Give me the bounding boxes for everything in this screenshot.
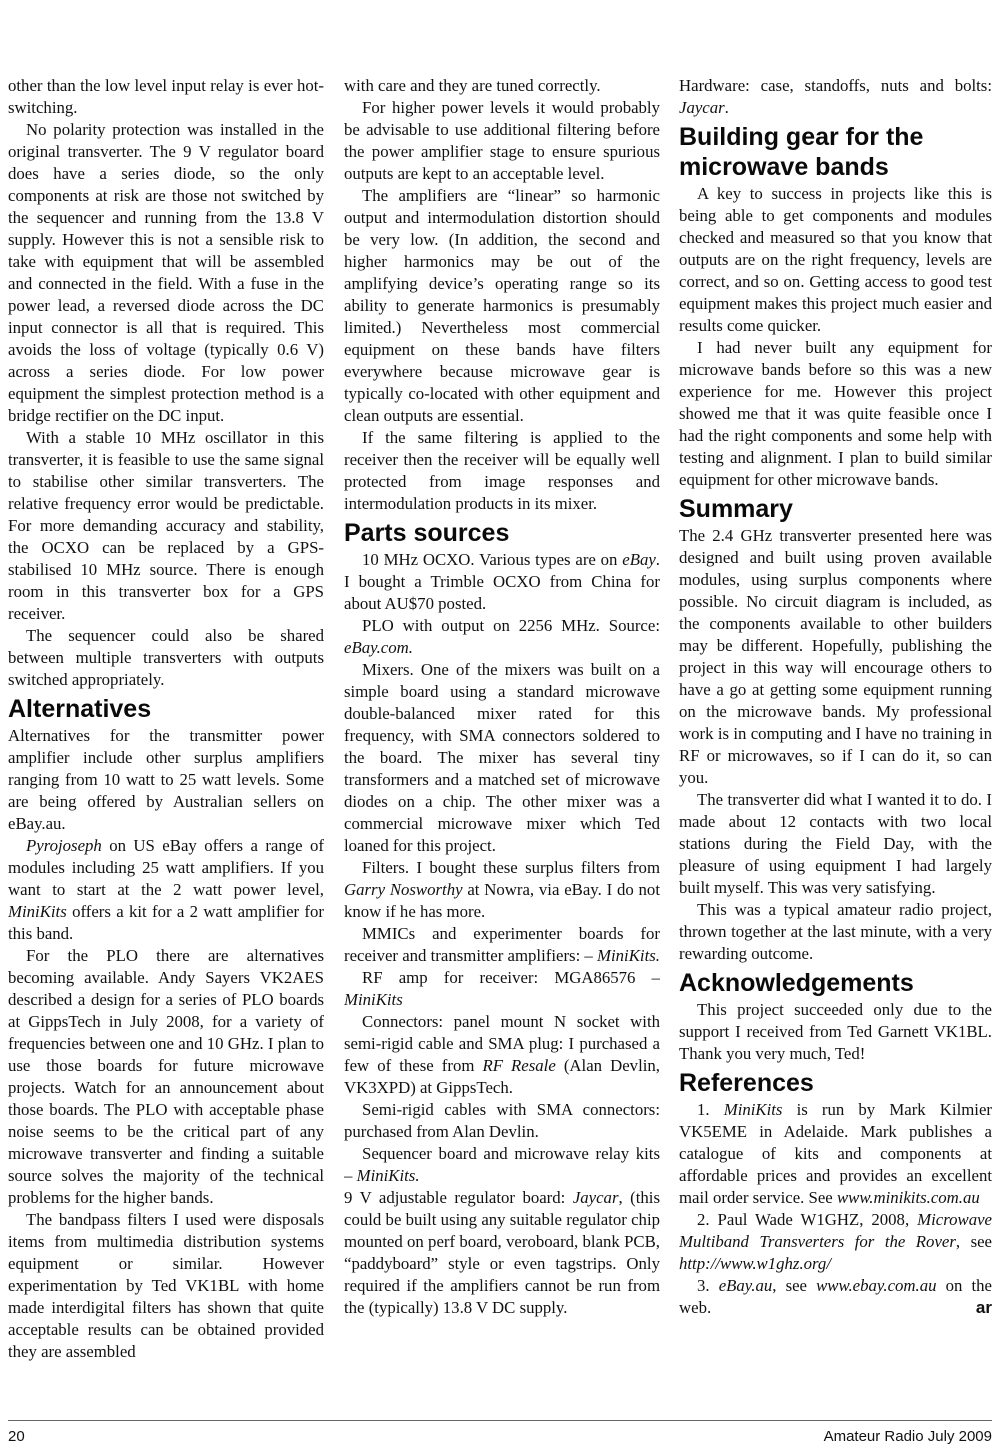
paragraph — [679, 999, 992, 1065]
text-run: with care and they are tuned correctly. — [344, 76, 601, 95]
text-run: The amplifiers are “linear” so harmonic output and intermodulation distortion should be very low. (In addition, the second and higher harmonics may be out of the amplifying device’s operating range so its ability to generate harmonics is presumably limited.) Nevertheless most commercial equipment on these bands have filters everywhere because microwave gear is typically co-located with other equipment and clean outputs are essential. — [344, 186, 660, 425]
text-run: The 2.4 GHz transverter presented here was designed and built using proven available modules, using surplus components where possible. No circuit diagram is included, as the components available to other builders may be different. Hopefully, publishing the project in this way will encourage others to have a go at getting some equipment running on the microwave bands. My professional work is in computing and I have no training in RF or microwaves, so if I can do it, so can you. — [679, 526, 992, 787]
paragraph — [679, 789, 992, 899]
text-run: If the same filtering is applied to the receiver then the receiver will be equally well protected from image responses and intermodulation products in its mixer. — [344, 428, 660, 513]
paragraph — [8, 119, 324, 427]
paragraph — [679, 183, 992, 337]
italic-text: MiniKits — [344, 990, 403, 1009]
paragraph — [344, 1011, 660, 1099]
text-run: The bandpass filters I used were disposals items from multimedia distribution systems equipment or similar. However experimentation by Ted VK1BL with home made interdigital filters has shown that quite acceptable results can be obtained provided they are assembled — [8, 1210, 324, 1361]
column-2 — [344, 75, 660, 1416]
text-run: , see — [955, 1232, 992, 1251]
section-heading: Parts sources — [344, 519, 510, 547]
section-heading: Acknowledgements — [679, 969, 914, 997]
paragraph — [344, 75, 660, 97]
italic-text: http://www.w1ghz.org/ — [679, 1254, 831, 1273]
text-run: PLO with output on 2256 MHz. Source: — [362, 616, 660, 635]
italic-text: Microwave Multiband Transverters for the Rover — [679, 1210, 992, 1251]
italic-text: eBay.com. — [344, 638, 413, 657]
text-run: This was a typical amateur radio project, thrown together at the last minute, with a very rewarding outcome. — [679, 900, 992, 963]
italic-text: eBay — [622, 550, 656, 569]
text-run: No polarity protection was installed in the original transverter. The 9 V regulator board does have a series diode, so the only components at risk are those not switched by the sequencer and running from the 13.8 V supply. However this is not a sensible risk to take with equipment that will be assembled and connected in the field. With a fuse in the power lead, a reversed diode across the DC input connector is all that is required. This avoids the loss of voltage (typically 0.6 V) across a series diode. For low power equipment the simplest protection method is a bridge rectifier on the DC input. — [8, 120, 324, 425]
paragraph — [8, 835, 324, 945]
text-run: other than the low level input relay is ever hot-switching. — [8, 76, 324, 117]
text-run: Alternatives for the transmitter power amplifier include other surplus amplifiers ranging from 10 watt to 25 watt levels. Some are being offered by Australian sellers on eBay.au. — [8, 726, 324, 833]
page-footer — [8, 1428, 992, 1448]
text-run: on US eBay offers a range of modules including 25 watt amplifiers. If you want to start at the 2 watt power level, — [8, 836, 324, 899]
paragraph — [679, 525, 992, 789]
italic-text: Jaycar — [572, 1188, 619, 1207]
text-run: 2. Paul Wade W1GHZ, 2008, — [697, 1210, 918, 1229]
text-run: For higher power levels it would probably be advisable to use additional filtering before the power amplifier stage to ensure spurious outputs are kept to an acceptable level. — [344, 98, 660, 183]
text-run: The sequencer could also be shared between multiple transverters with outputs switched appropriately. — [8, 626, 324, 689]
text-run: offers a kit for a 2 watt amplifier for this band. — [8, 902, 324, 943]
page-number: 20 — [8, 1428, 25, 1445]
text-run: Semi-rigid cables with SMA connectors: purchased from Alan Devlin. — [344, 1100, 660, 1141]
italic-text: MiniKits. — [356, 1166, 420, 1185]
text-run: , see — [772, 1276, 817, 1295]
text-run: is run by Mark Kilmier VK5EME in Adelaide. Mark publishes a catalogue of kits and components at affordable prices and provides an excellent mail order service. See — [679, 1100, 992, 1207]
paragraph — [8, 1209, 324, 1363]
paragraph — [344, 1187, 660, 1319]
article-end-mark: ar — [975, 1298, 992, 1317]
text-run: Sequencer board and microwave relay kits – — [344, 1144, 660, 1185]
column-1 — [8, 75, 324, 1416]
text-run: I had never built any equipment for microwave bands before so this was a new experience for me. However this project showed me that it was quite feasible once I had the right components and some help with testing and alignment. I plan to build similar equipment for other microwave bands. — [679, 338, 992, 489]
text-run: at Nowra, via eBay. I do not know if he has more. — [344, 880, 660, 921]
text-run: 9 V adjustable regulator board: — [344, 1188, 573, 1207]
text-run: For the PLO there are alternatives becoming available. Andy Sayers VK2AES described a design for a series of PLO boards at GippsTech in July 2008, for a variety of frequencies between one and 10 GHz. I plan to use those boards for future microwave projects. Watch for an announcement about those boards. The PLO with acceptable phase noise seems to be the critical part of any microwave transverter and finding a suitable source solves the majority of the technical problems for the higher bands. — [8, 946, 324, 1207]
italic-text: Garry Nosworthy — [344, 880, 463, 899]
paragraph — [8, 725, 324, 835]
text-run: Filters. I bought these surplus filters from — [362, 858, 660, 877]
text-run: on the web. — [679, 1276, 992, 1317]
paragraph — [8, 945, 324, 1209]
footer-rule — [8, 1420, 992, 1421]
paragraph — [8, 75, 324, 119]
italic-text: Jaycar — [679, 98, 725, 117]
text-run: Hardware: case, standoffs, nuts and bolts: — [679, 76, 992, 95]
text-run: A key to success in projects like this is being able to get components and modules checked and measured so that you know that outputs are on the right frequency, levels are correct, and so on. Getting access to good test equipment makes this project much easier and results come quicker. — [679, 184, 992, 335]
text-run: This project succeeded only due to the support I received from Ted Garnett VK1BL. Thank you very much, Ted! — [679, 1000, 992, 1063]
text-run: . I bought a Trimble OCXO from China for about AU$70 posted. — [344, 550, 660, 613]
paragraph — [679, 1275, 992, 1319]
italic-text: RF Resale — [482, 1056, 556, 1075]
paragraph — [344, 427, 660, 515]
paragraph — [344, 549, 660, 615]
section-heading: Alternatives — [8, 695, 152, 723]
text-run: 10 MHz OCXO. Various types are on — [362, 550, 623, 569]
section-heading: Summary — [679, 495, 793, 523]
paragraph — [344, 1099, 660, 1143]
paragraph — [679, 899, 992, 965]
paragraph — [344, 615, 660, 659]
column-3 — [679, 75, 992, 1416]
paragraph — [344, 97, 660, 185]
text-run: . — [724, 98, 729, 117]
italic-text: www.ebay.com.au — [816, 1276, 937, 1295]
paragraph — [344, 857, 660, 923]
paragraph — [8, 427, 324, 625]
text-run: 3. — [697, 1276, 719, 1295]
section-heading: Building gear for the microwave bands — [679, 123, 924, 181]
paragraph — [679, 75, 992, 119]
paragraph — [344, 967, 660, 1011]
italic-text: MiniKits. — [597, 946, 660, 965]
text-run: 1. — [697, 1100, 724, 1119]
paragraph — [344, 185, 660, 427]
italic-text: MiniKits — [8, 902, 67, 921]
italic-text: MiniKits — [723, 1100, 783, 1119]
text-run: (Alan Devlin, VK3XPD) at GippsTech. — [344, 1056, 660, 1097]
paragraph — [679, 337, 992, 491]
text-run: The transverter did what I wanted it to do. I made about 12 contacts with two local stations during the Field Day, with the pleasure of using equipment I had largely built myself. This was very satisfying. — [679, 790, 992, 897]
italic-text: Pyrojoseph — [26, 836, 102, 855]
italic-text: www.minikits.com.au — [836, 1188, 980, 1207]
paragraph — [679, 1209, 992, 1275]
section-heading: References — [679, 1069, 814, 1097]
paragraph — [8, 625, 324, 691]
paragraph — [344, 923, 660, 967]
text-run: Mixers. One of the mixers was built on a simple board using a standard microwave double-balanced mixer rated for this frequency, with SMA connectors soldered to the board. The mixer has several tiny transformers and a matched set of microwave diodes on a chip. The other mixer was a commercial microwave mixer which Ted loaned for this project. — [344, 660, 660, 855]
text-run: MMICs and experimenter boards for receiver and transmitter amplifiers: – — [344, 924, 660, 965]
paragraph — [679, 1099, 992, 1209]
text-run: RF amp for receiver: MGA86576 – — [362, 968, 660, 987]
paragraph — [344, 1143, 660, 1187]
text-run: , (this could be built using any suitable regulator chip mounted on perf board, veroboard, blank PCB, “paddyboard” style or even tagstrips. Only required if the amplifiers cannot be run from the (typically) 13.8 V DC supply. — [344, 1188, 660, 1317]
italic-text: eBay.au — [718, 1276, 773, 1295]
text-run: With a stable 10 MHz oscillator in this transverter, it is feasible to use the same signal to stabilise other similar transverters. The relative frequency error would be predictable. For more demanding accuracy and stability, the OCXO can be replaced by a GPS-stabilised 10 MHz source. There is enough room in this transverter box for a GPS receiver. — [8, 428, 324, 623]
magazine-issue: Amateur Radio July 2009 — [823, 1428, 992, 1445]
paragraph — [344, 659, 660, 857]
text-run: Connectors: panel mount N socket with semi-rigid cable and SMA plug: I purchased a few of these from — [344, 1012, 660, 1075]
